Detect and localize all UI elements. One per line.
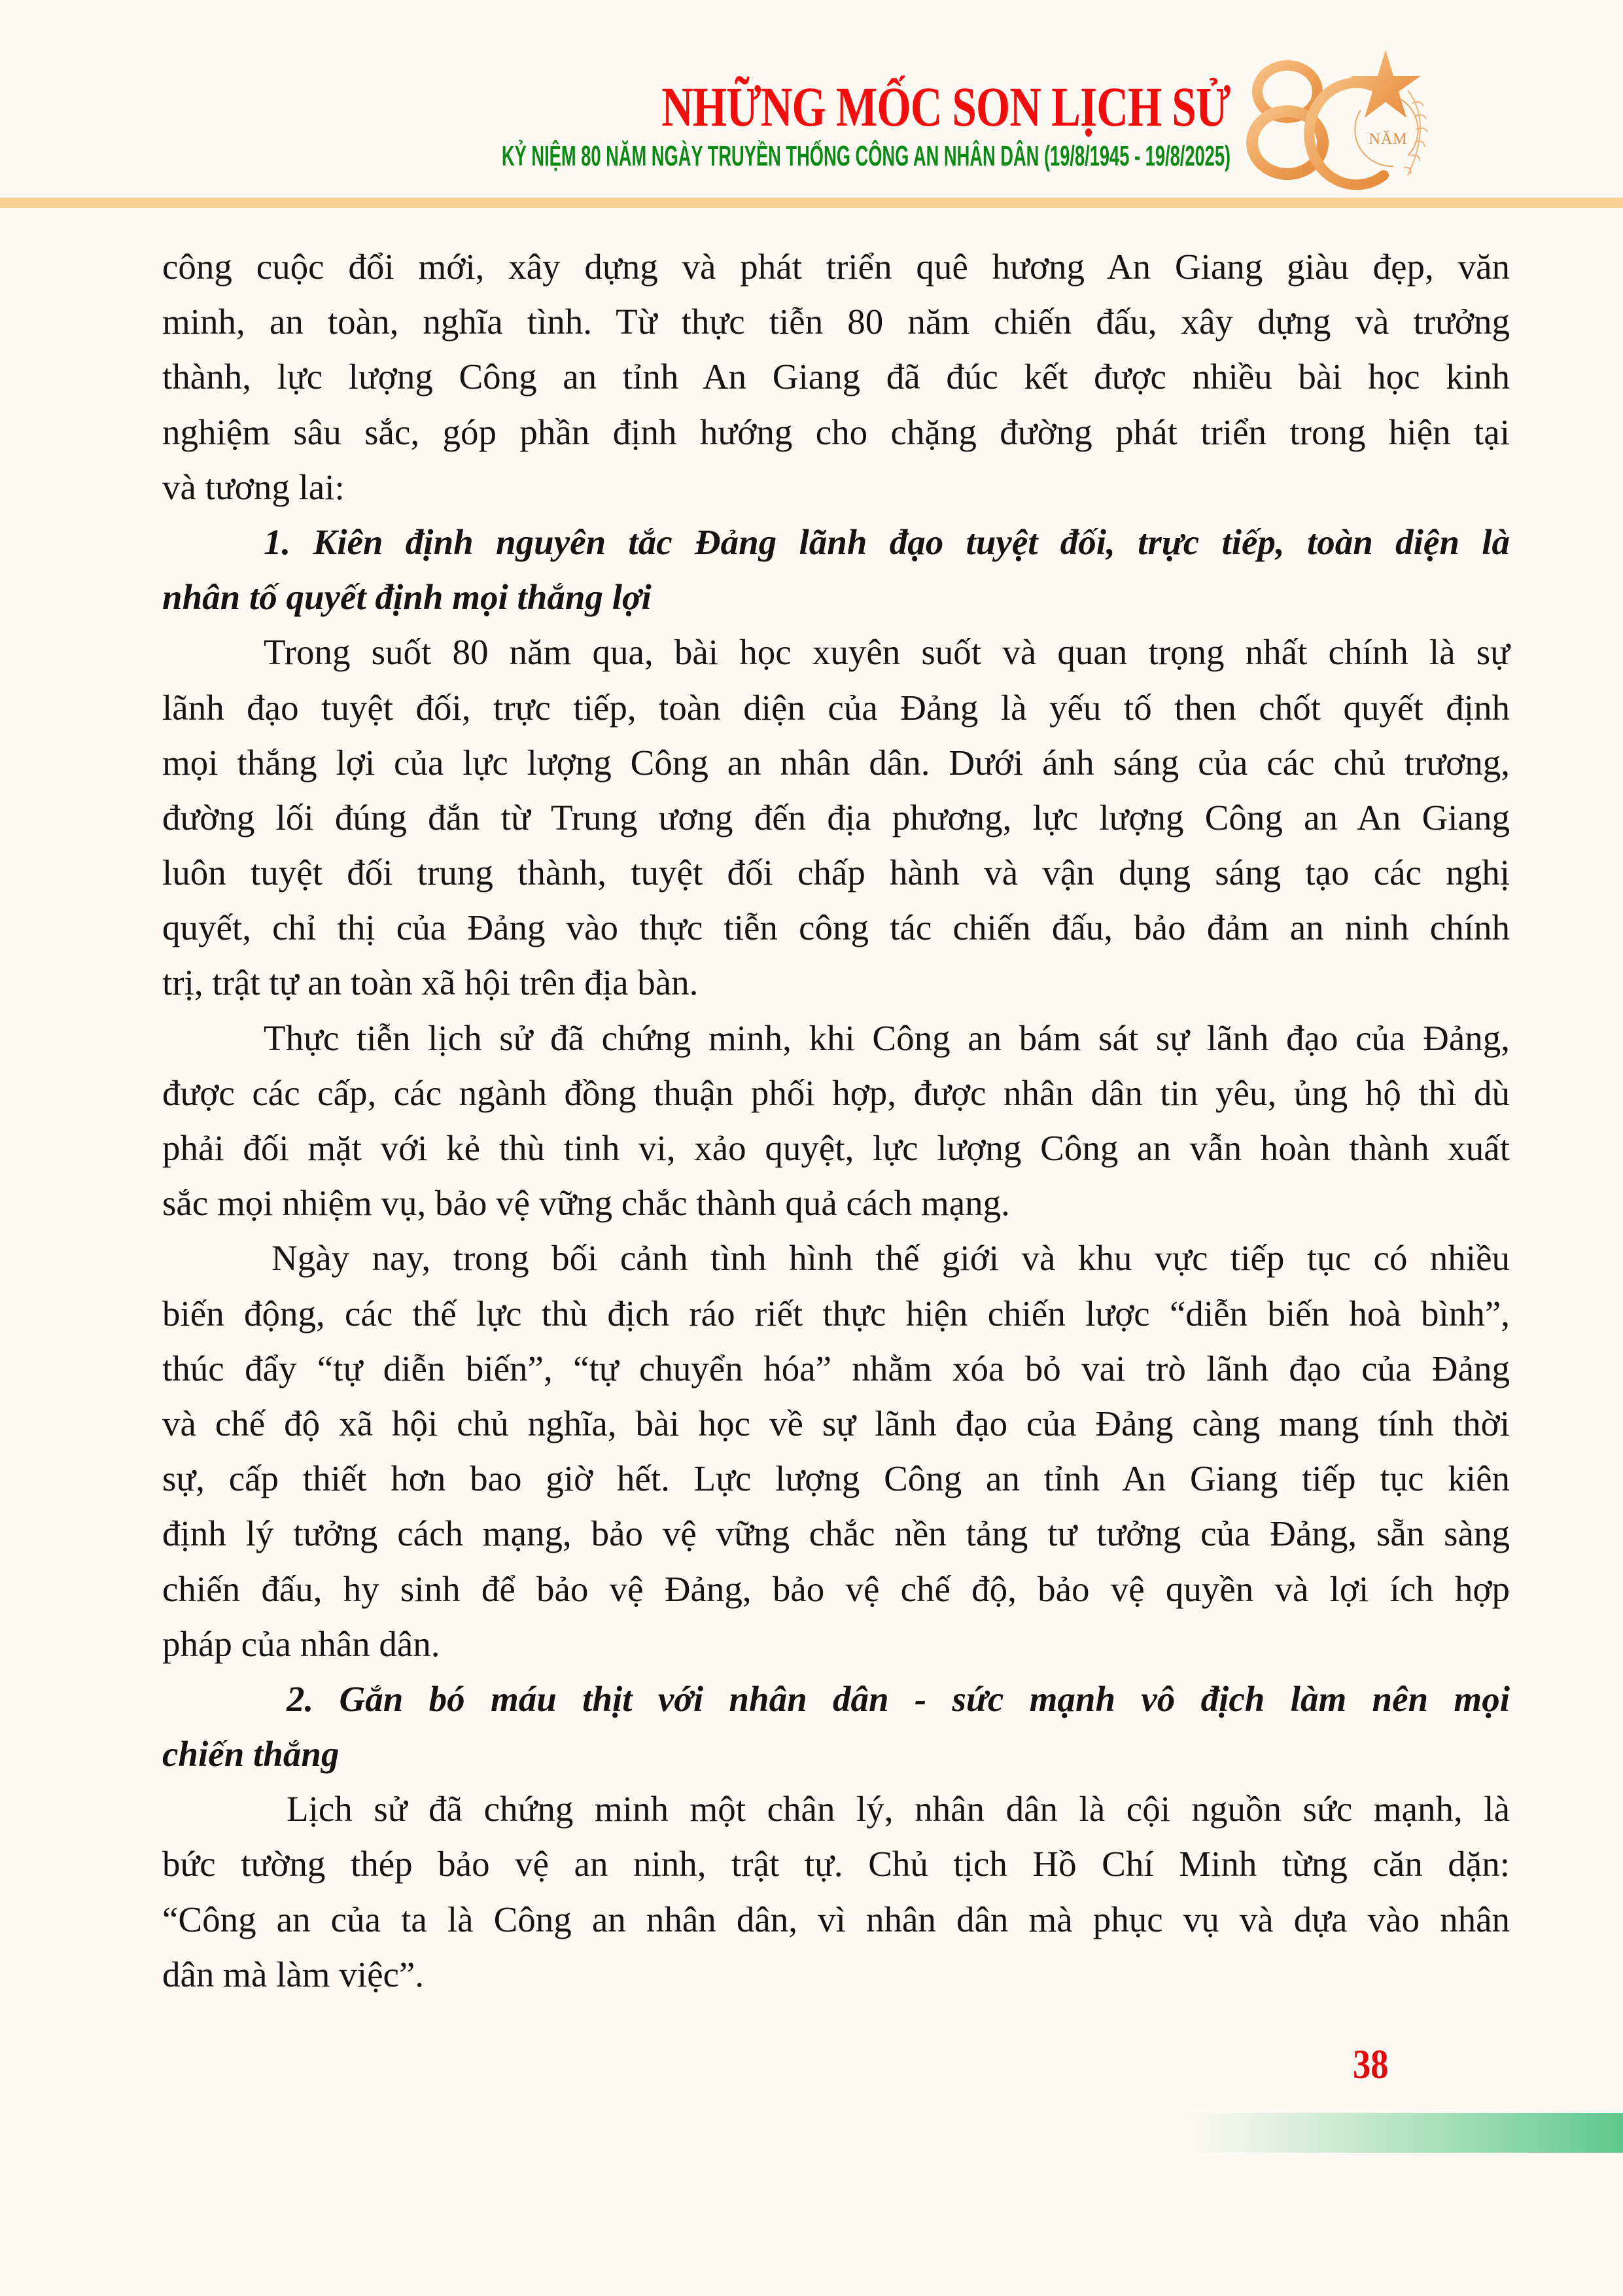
text-line: đường lối đúng đắn từ Trung ương đến địa phương, lực lượng Công an An Giang xyxy=(162,797,1510,838)
text-line: định lý tưởng cách mạng, bảo vệ vững chắc nền tảng tư tưởng của Đảng, sẵn sàng xyxy=(162,1513,1510,1554)
text-line: biến động, các thế lực thù địch ráo riết thực hiện chiến lược “diễn biến hoà bình”, xyxy=(162,1293,1510,1333)
section-heading xyxy=(162,1672,1510,1782)
text-line: 2. Gắn bó máu thịt với nhân dân - sức mạnh vô địch làm nên mọi xyxy=(287,1678,1510,1719)
text-line: sự, cấp thiết hơn bao giờ hết. Lực lượng Công an tỉnh An Giang tiếp tục kiên xyxy=(162,1458,1510,1499)
text-line: Trong suốt 80 năm qua, bài học xuyên suốt và quan trọng nhất chính là sự xyxy=(264,632,1510,673)
text-line: pháp của nhân dân. xyxy=(162,1623,440,1664)
text-line: thành, lực lượng Công an tỉnh An Giang đã đúc kết được nhiều bài học kinh xyxy=(162,357,1510,397)
text-line: nhân tố quyết định mọi thắng lợi xyxy=(162,577,652,618)
text-line: Lịch sử đã chứng minh một chân lý, nhân dân là cội nguồn sức mạnh, là xyxy=(287,1789,1510,1829)
page-header xyxy=(0,0,1623,216)
text-line: phải đối mặt với kẻ thù tinh vi, xảo quyệt, lực lượng Công an vẫn hoàn thành xuất xyxy=(162,1128,1510,1168)
star-emblem-icon xyxy=(1236,44,1446,182)
text-line: sắc mọi nhiệm vụ, bảo vệ vững chắc thành quả cách mạng. xyxy=(162,1183,1010,1224)
paragraph xyxy=(162,625,1510,1010)
paragraph xyxy=(162,1782,1510,2002)
header-band xyxy=(0,198,1623,208)
text-line: nghiệm sâu sắc, góp phần định hướng cho chặng đường phát triển trong hiện tại xyxy=(162,412,1510,452)
text-line: chiến đấu, hy sinh để bảo vệ Đảng, bảo vệ chế độ, bảo vệ quyền và lợi ích hợp xyxy=(162,1568,1510,1609)
text-line: công cuộc đổi mới, xây dựng và phát triển quê hương An Giang giàu đẹp, văn xyxy=(162,247,1510,287)
text-line: mọi thắng lợi của lực lượng Công an nhân dân. Dưới ánh sáng của các chủ trương, xyxy=(162,742,1510,783)
text-line: 1. Kiên định nguyên tắc Đảng lãnh đạo tuyệt đối, trực tiếp, toàn diện là xyxy=(264,521,1510,562)
header-subtitle: KỶ NIỆM 80 NĂM NGÀY TRUYỀN THỐNG CÔNG AN NHÂN DÂN (19/8/1945 - 19/8/2025) xyxy=(501,140,1230,172)
text-line: Ngày nay, trong bối cảnh tình hình thế giới và khu vực tiếp tục có nhiều xyxy=(271,1238,1510,1279)
anniversary-logo xyxy=(1236,44,1446,182)
header-title: NHỮNG MỐC SON LỊCH SỬ xyxy=(661,75,1230,138)
article-body xyxy=(162,239,1510,2002)
text-line: trị, trật tự an toàn xã hội trên địa bàn. xyxy=(162,963,699,1003)
text-line: bức tường thép bảo vệ an ninh, trật tự. Chủ tịch Hồ Chí Minh từng căn dặn: xyxy=(162,1844,1510,1884)
text-line: thúc đẩy “tự diễn biến”, “tự chuyển hóa” nhằm xóa bỏ vai trò lãnh đạo của Đảng xyxy=(162,1348,1510,1388)
text-line: Thực tiễn lịch sử đã chứng minh, khi Công an bám sát sự lãnh đạo của Đảng, xyxy=(264,1017,1510,1058)
text-line: chiến thắng xyxy=(162,1734,340,1775)
paragraph xyxy=(162,239,1510,515)
text-line: “Công an của ta là Công an nhân dân, vì nhân dân mà phục vụ và dựa vào nhân xyxy=(162,1899,1510,1939)
footer-gradient-bar xyxy=(1184,2113,1623,2153)
text-line: được các cấp, các ngành đồng thuận phối hợp, được nhân dân tin yêu, ủng hộ thì dù xyxy=(162,1072,1510,1113)
paragraph xyxy=(162,1231,1510,1672)
paragraph xyxy=(162,1011,1510,1231)
text-line: và tương lai: xyxy=(162,467,345,507)
text-line: luôn tuyệt đối trung thành, tuyệt đối chấp hành và vận dụng sáng tạo các nghị xyxy=(162,853,1510,893)
section-heading xyxy=(162,515,1510,625)
logo-label: NĂM xyxy=(1369,131,1408,148)
text-line: dân mà làm việc”. xyxy=(162,1954,425,1994)
page-number: 38 xyxy=(1353,2041,1389,2087)
text-line: minh, an toàn, nghĩa tình. Từ thực tiễn 80 năm chiến đấu, xây dựng và trưởng xyxy=(162,302,1510,342)
text-line: và chế độ xã hội chủ nghĩa, bài học về sự lãnh đạo của Đảng càng mang tính thời xyxy=(162,1403,1510,1443)
text-line: quyết, chỉ thị của Đảng vào thực tiễn công tác chiến đấu, bảo đảm an ninh chính xyxy=(162,908,1510,948)
text-line: lãnh đạo tuyệt đối, trực tiếp, toàn diện của Đảng là yếu tố then chốt quyết định xyxy=(162,687,1510,728)
